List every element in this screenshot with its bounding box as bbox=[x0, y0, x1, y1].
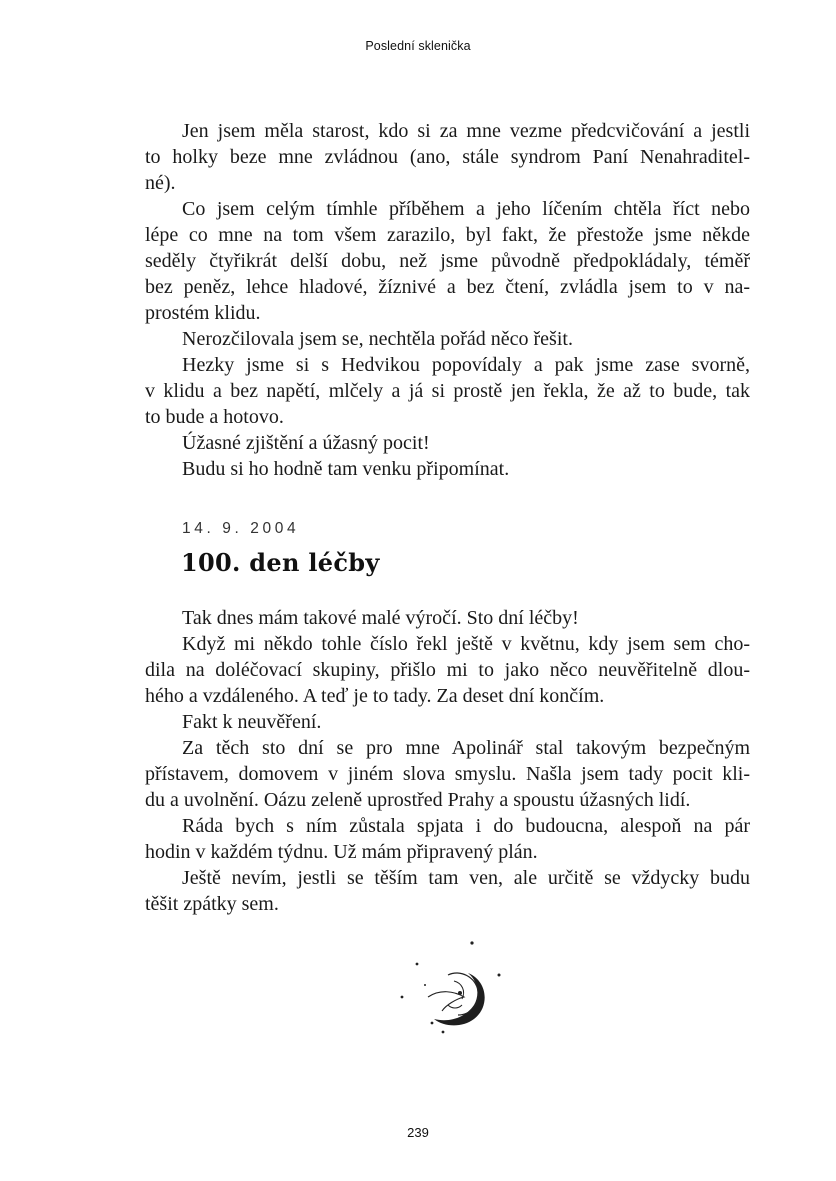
text-line: Nerozčilovala jsem se, nechtěla pořád něco řešit. bbox=[182, 328, 573, 350]
text-line: Fakt k neuvěření. bbox=[182, 711, 322, 733]
text-line: hého a vzdáleného. A teď je to tady. Za deset dní končím. bbox=[145, 685, 605, 707]
text-line: du a uvolnění. Oázu zeleně uprostřed Prahy a spoustu úžasných lidí. bbox=[145, 789, 691, 811]
text-line: né). bbox=[145, 172, 176, 194]
page-number: 239 bbox=[407, 1125, 429, 1140]
text-line: Když mi někdo tohle číslo řekl ještě v květnu, kdy jsem sem cho- bbox=[182, 633, 750, 655]
section-entry-body bbox=[145, 605, 750, 917]
running-head: Poslední sklenička bbox=[365, 39, 471, 53]
text-line: Úžasné zjištění a úžasný pocit! bbox=[182, 432, 430, 454]
text-line: lépe co mne na tom všem zarazilo, byl fakt, že přestože jsme někde bbox=[145, 224, 750, 246]
text-line: v klidu a bez napětí, mlčely a já si prostě jen řekla, že až to bude, tak bbox=[145, 380, 750, 402]
moon-and-stars-icon bbox=[390, 935, 510, 1040]
text-line: Tak dnes mám takové malé výročí. Sto dní léčby! bbox=[182, 607, 579, 629]
text-line: Ráda bych s ním zůstala spjata i do budoucna, alespoň na pár bbox=[182, 815, 750, 837]
text-line: přístavem, domovem v jiném slova smyslu. Našla jsem tady pocit kli- bbox=[145, 763, 750, 785]
text-line: hodin v každém týdnu. Už mám připravený plán. bbox=[145, 841, 538, 863]
text-line: to holky beze mne zvládnou (ano, stále syndrom Paní Nenahraditel- bbox=[145, 146, 750, 168]
text-line: Jen jsem měla starost, kdo si za mne vezme předcvičování a jestli bbox=[182, 120, 750, 142]
text-line: Co jsem celým tímhle příběhem a jeho líčením chtěla říct nebo bbox=[182, 198, 750, 220]
entry-date: 14. 9. 2004 bbox=[182, 520, 300, 537]
text-line: to bude a hotovo. bbox=[145, 406, 284, 428]
text-line: dila na doléčovací skupiny, přišlo mi to jako něco neuvěřitelně dlou- bbox=[145, 659, 750, 681]
text-line: Za těch sto dní se pro mne Apolinář stal takovým bezpečným bbox=[182, 737, 750, 759]
text-line: těšit zpátky sem. bbox=[145, 893, 279, 915]
text-line: Budu si ho hodně tam venku připomínat. bbox=[182, 458, 510, 480]
entry-heading: 100. den léčby bbox=[181, 548, 380, 577]
text-line: Hezky jsme si s Hedvikou popovídaly a pak jsme zase svorně, bbox=[182, 354, 750, 376]
text-line: prostém klidu. bbox=[145, 302, 261, 324]
text-line: bez peněz, lehce hladové, žíznivé a bez čtení, zvládla jsem to v na- bbox=[145, 276, 750, 298]
section-previous-entry bbox=[145, 118, 750, 482]
text-line: Ještě nevím, jestli se těším tam ven, ale určitě se vždycky budu bbox=[182, 867, 750, 889]
text-line: seděly čtyřikrát delší dobu, než jsme původně předpokládaly, téměř bbox=[145, 250, 750, 272]
